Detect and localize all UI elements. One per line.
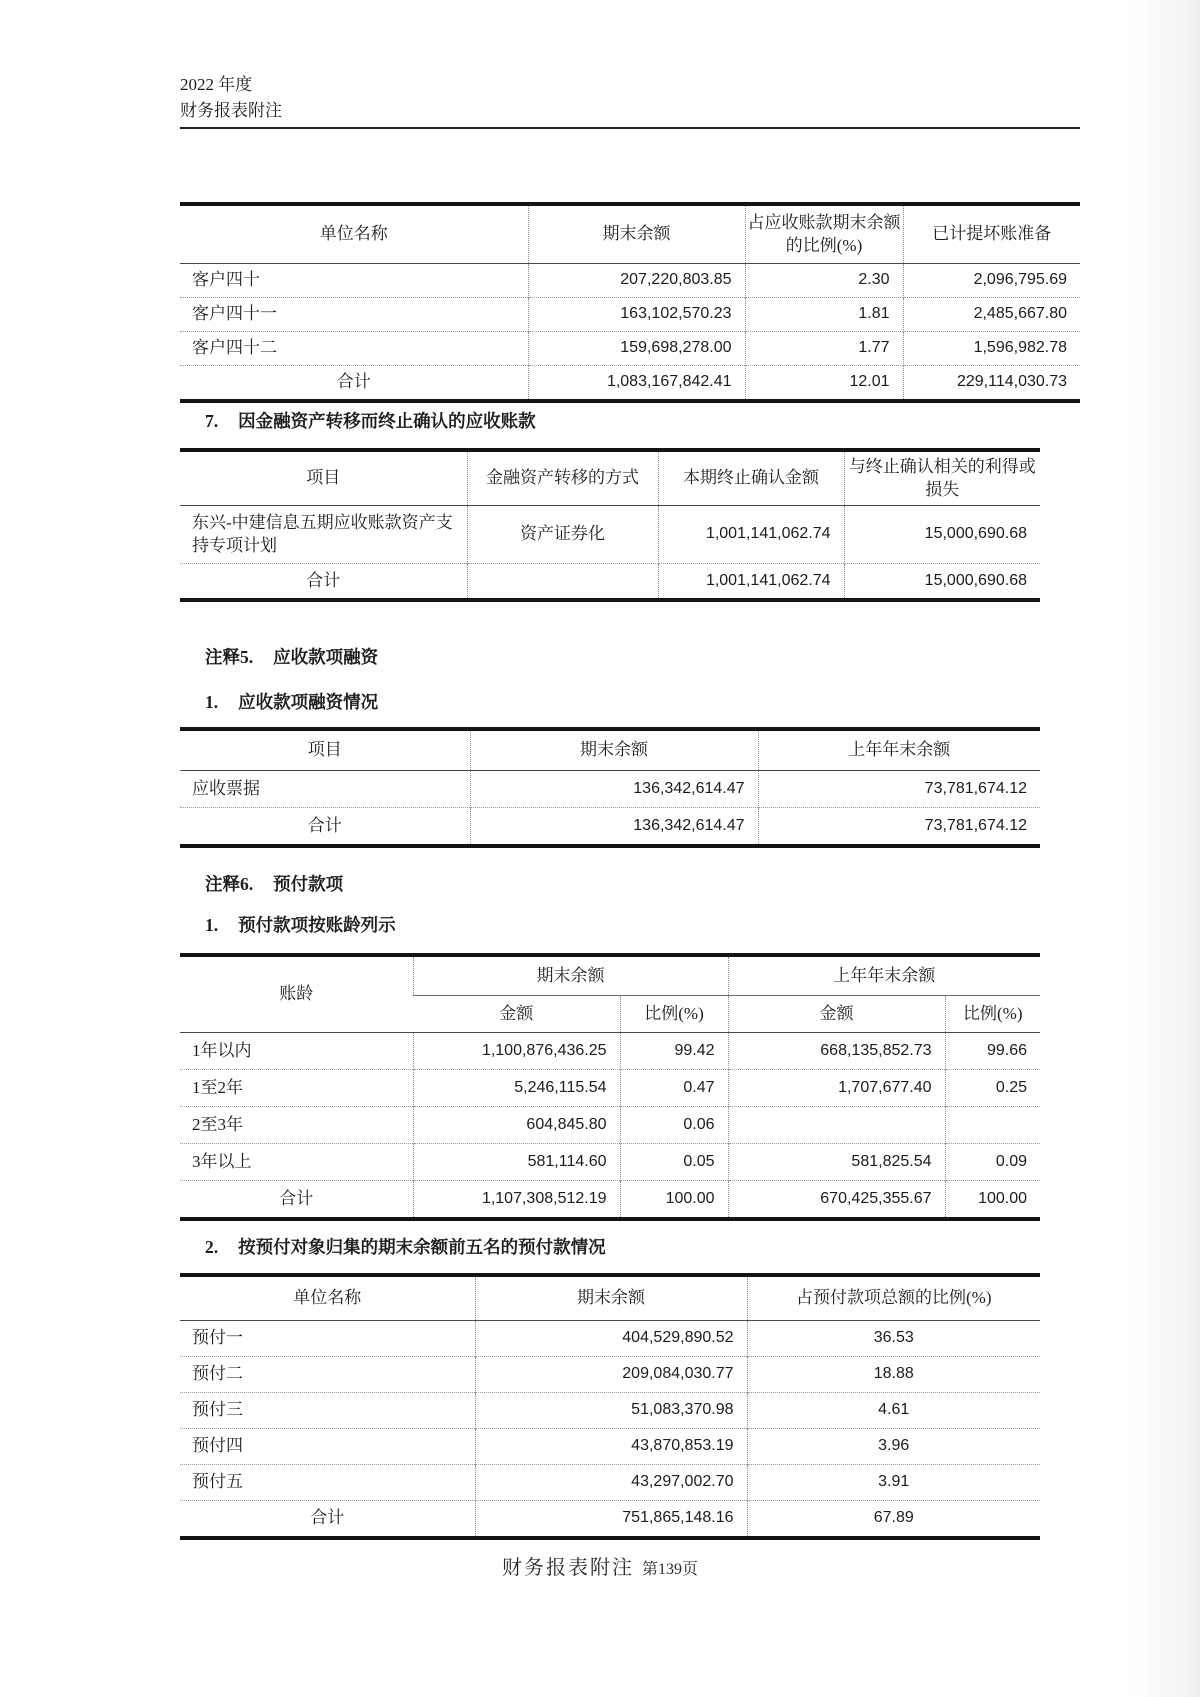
table-cell: 1,001,141,062.74 <box>658 506 844 564</box>
section-title: 应收款项融资 <box>273 647 379 667</box>
table-cell: 581,114.60 <box>413 1144 620 1181</box>
prepayments-aging-table <box>180 953 1040 1221</box>
table-cell: 43,870,853.19 <box>475 1429 747 1465</box>
table-cell: 43,297,002.70 <box>475 1465 747 1501</box>
table-header-row <box>180 729 1040 771</box>
table-cell: 预付一 <box>192 1328 243 1348</box>
table-cell: 0.47 <box>620 1070 728 1107</box>
table-cell: 99.42 <box>620 1033 728 1070</box>
note-6-sub2-heading <box>205 1234 606 1259</box>
table-cell: 合计 <box>180 366 528 402</box>
table-row <box>180 1033 1040 1070</box>
footer-page-number: 第139页 <box>641 1561 698 1578</box>
table-cell: 670,425,355.67 <box>728 1181 945 1220</box>
report-title: 财务报表附注 <box>180 101 282 120</box>
table-total-row <box>180 808 1040 847</box>
table-cell: 404,529,890.52 <box>475 1321 747 1357</box>
column-group-header: 期末余额 <box>413 955 728 996</box>
table-cell: 预付五 <box>180 1465 475 1501</box>
column-header: 已计提坏账准备 <box>903 204 1080 264</box>
table-cell: 预付二 <box>180 1357 475 1393</box>
section-title: 预付款项 <box>273 874 344 894</box>
table-cell: 51,083,370.98 <box>475 1393 747 1429</box>
table-cell: 209,084,030.77 <box>475 1357 747 1393</box>
table-cell: 0.09 <box>945 1144 1040 1181</box>
table-row <box>180 1144 1040 1181</box>
table-cell: 合计 <box>180 808 470 847</box>
table-cell: 3.96 <box>747 1429 1040 1465</box>
table-row <box>180 771 1040 808</box>
note-5-heading <box>205 644 378 669</box>
table-cell: 1.77 <box>745 332 903 366</box>
table-cell: 1,596,982.78 <box>903 332 1080 366</box>
table-cell: 合计 <box>180 1501 475 1539</box>
table-cell: 1,707,677.40 <box>728 1070 945 1107</box>
table-cell: 2,096,795.69 <box>903 264 1080 298</box>
table-cell: 229,114,030.73 <box>903 366 1080 402</box>
table-row <box>180 1070 1040 1107</box>
table-cell: 136,342,614.47 <box>470 808 758 847</box>
table-cell: 136,342,614.47 <box>470 771 758 808</box>
table-cell <box>467 564 658 601</box>
table-cell: 0.06 <box>620 1107 728 1144</box>
column-header: 与终止确认相关的利得或损失 <box>844 450 1040 506</box>
table-cell: 4.61 <box>747 1393 1040 1429</box>
section-number: 注释6. <box>205 874 254 894</box>
receivables-financing-table <box>180 727 1040 848</box>
table-cell: 73,781,674.12 <box>758 771 1040 808</box>
column-header: 金额 <box>413 996 620 1033</box>
table-cell: 东兴-中建信息五期应收账款资产支持专项计划 <box>192 513 453 555</box>
report-year: 2022 年度 <box>180 75 253 94</box>
table-total-row <box>180 564 1040 601</box>
table-cell: 159,698,278.00 <box>528 332 745 366</box>
column-header: 账龄 <box>180 955 413 1033</box>
section-title: 因金融资产转移而终止确认的应收账款 <box>238 411 536 431</box>
section-number: 注释5. <box>205 647 254 667</box>
table-cell: 751,865,148.16 <box>475 1501 747 1539</box>
table-cell: 3年以上 <box>180 1144 413 1181</box>
footer-title: 财务报表附注 <box>501 1557 634 1579</box>
table-cell: 100.00 <box>945 1181 1040 1220</box>
column-header: 上年年末余额 <box>758 729 1040 771</box>
table-cell: 581,825.54 <box>728 1144 945 1181</box>
table-cell <box>728 1107 945 1144</box>
table-row <box>180 298 1080 332</box>
table-row <box>180 506 1040 564</box>
table-cell: 207,220,803.85 <box>528 264 745 298</box>
note-6-sub1-heading <box>205 912 396 937</box>
table-cell: 1.81 <box>745 298 903 332</box>
header-divider <box>180 127 1080 129</box>
table-row <box>180 1357 1040 1393</box>
top-prepayments-table <box>180 1273 1040 1540</box>
column-header: 期末余额 <box>528 204 745 264</box>
table-cell: 客户四十 <box>192 270 260 290</box>
customer-concentration-table <box>180 202 1080 403</box>
column-header: 占预付款项总额的比例(%) <box>747 1275 1040 1321</box>
table-cell: 1至2年 <box>180 1070 413 1107</box>
column-header: 金额 <box>728 996 945 1033</box>
table-row <box>180 1429 1040 1465</box>
table-cell: 604,845.80 <box>413 1107 620 1144</box>
table-cell: 15,000,690.68 <box>844 564 1040 601</box>
table-cell: 预付四 <box>180 1429 475 1465</box>
column-header: 比例(%) <box>945 996 1040 1033</box>
table-cell: 73,781,674.12 <box>758 808 1040 847</box>
table-cell: 12.01 <box>745 366 903 402</box>
page-header <box>180 72 282 124</box>
table-cell: 1,100,876,436.25 <box>413 1033 620 1070</box>
column-header: 占应收账款期末余额的比例(%) <box>745 204 903 264</box>
table-cell: 资产证券化 <box>467 506 658 564</box>
table-cell: 3.91 <box>747 1465 1040 1501</box>
section-title: 按预付对象归集的期末余额前五名的预付款情况 <box>238 1237 606 1257</box>
column-header: 单位名称 <box>180 1275 475 1321</box>
table-cell: 0.25 <box>945 1070 1040 1107</box>
table-cell: 0.05 <box>620 1144 728 1181</box>
table-header-row <box>180 1275 1040 1321</box>
table-cell: 2至3年 <box>180 1107 413 1144</box>
section-7-heading <box>205 408 536 433</box>
section-title: 应收款项融资情况 <box>238 692 379 712</box>
column-header: 单位名称 <box>180 204 528 264</box>
column-header: 比例(%) <box>620 996 728 1033</box>
column-header: 项目 <box>180 450 467 506</box>
column-header: 期末余额 <box>470 729 758 771</box>
table-cell: 18.88 <box>747 1357 1040 1393</box>
table-cell: 100.00 <box>620 1181 728 1220</box>
column-header: 金融资产转移的方式 <box>467 450 658 506</box>
table-row <box>180 332 1080 366</box>
note-5-sub-heading <box>205 689 378 714</box>
column-header: 期末余额 <box>475 1275 747 1321</box>
table-cell: 预付三 <box>180 1393 475 1429</box>
table-cell: 1,001,141,062.74 <box>658 564 844 601</box>
section-title: 预付款项按账龄列示 <box>238 915 396 935</box>
column-header: 项目 <box>180 729 470 771</box>
table-row <box>180 1465 1040 1501</box>
table-cell: 67.89 <box>747 1501 1040 1539</box>
section-number: 2. <box>205 1237 219 1257</box>
note-6-heading <box>205 871 343 896</box>
table-cell <box>945 1107 1040 1144</box>
table-cell: 1年以内 <box>192 1040 252 1060</box>
table-cell: 99.66 <box>945 1033 1040 1070</box>
table-cell: 客户四十二 <box>180 332 528 366</box>
page-footer <box>0 1551 1200 1580</box>
section-number: 1. <box>205 692 219 712</box>
column-group-header: 上年年末余额 <box>728 955 1040 996</box>
section-number: 1. <box>205 915 219 935</box>
table-row <box>180 1393 1040 1429</box>
table-row <box>180 1107 1040 1144</box>
derecognized-receivables-table <box>180 448 1040 602</box>
table-cell: 36.53 <box>747 1321 1040 1357</box>
table-row <box>180 1321 1040 1357</box>
table-total-row <box>180 1181 1040 1220</box>
table-cell: 合计 <box>180 564 467 601</box>
table-total-row <box>180 1501 1040 1539</box>
table-cell: 5,246,115.54 <box>413 1070 620 1107</box>
table-cell: 1,083,167,842.41 <box>528 366 745 402</box>
section-number: 7. <box>205 411 219 431</box>
column-header: 本期终止确认金额 <box>658 450 844 506</box>
table-header-row <box>180 955 1040 996</box>
table-header-row <box>180 204 1080 264</box>
table-total-row <box>180 366 1080 402</box>
table-cell: 合计 <box>180 1181 413 1220</box>
table-cell: 2.30 <box>745 264 903 298</box>
table-cell: 应收票据 <box>192 778 260 798</box>
table-header-row <box>180 450 1040 506</box>
table-cell: 15,000,690.68 <box>844 506 1040 564</box>
table-cell: 668,135,852.73 <box>728 1033 945 1070</box>
table-row <box>180 264 1080 298</box>
table-cell: 163,102,570.23 <box>528 298 745 332</box>
table-cell: 2,485,667.80 <box>903 298 1080 332</box>
table-cell: 1,107,308,512.19 <box>413 1181 620 1220</box>
table-cell: 客户四十一 <box>180 298 528 332</box>
